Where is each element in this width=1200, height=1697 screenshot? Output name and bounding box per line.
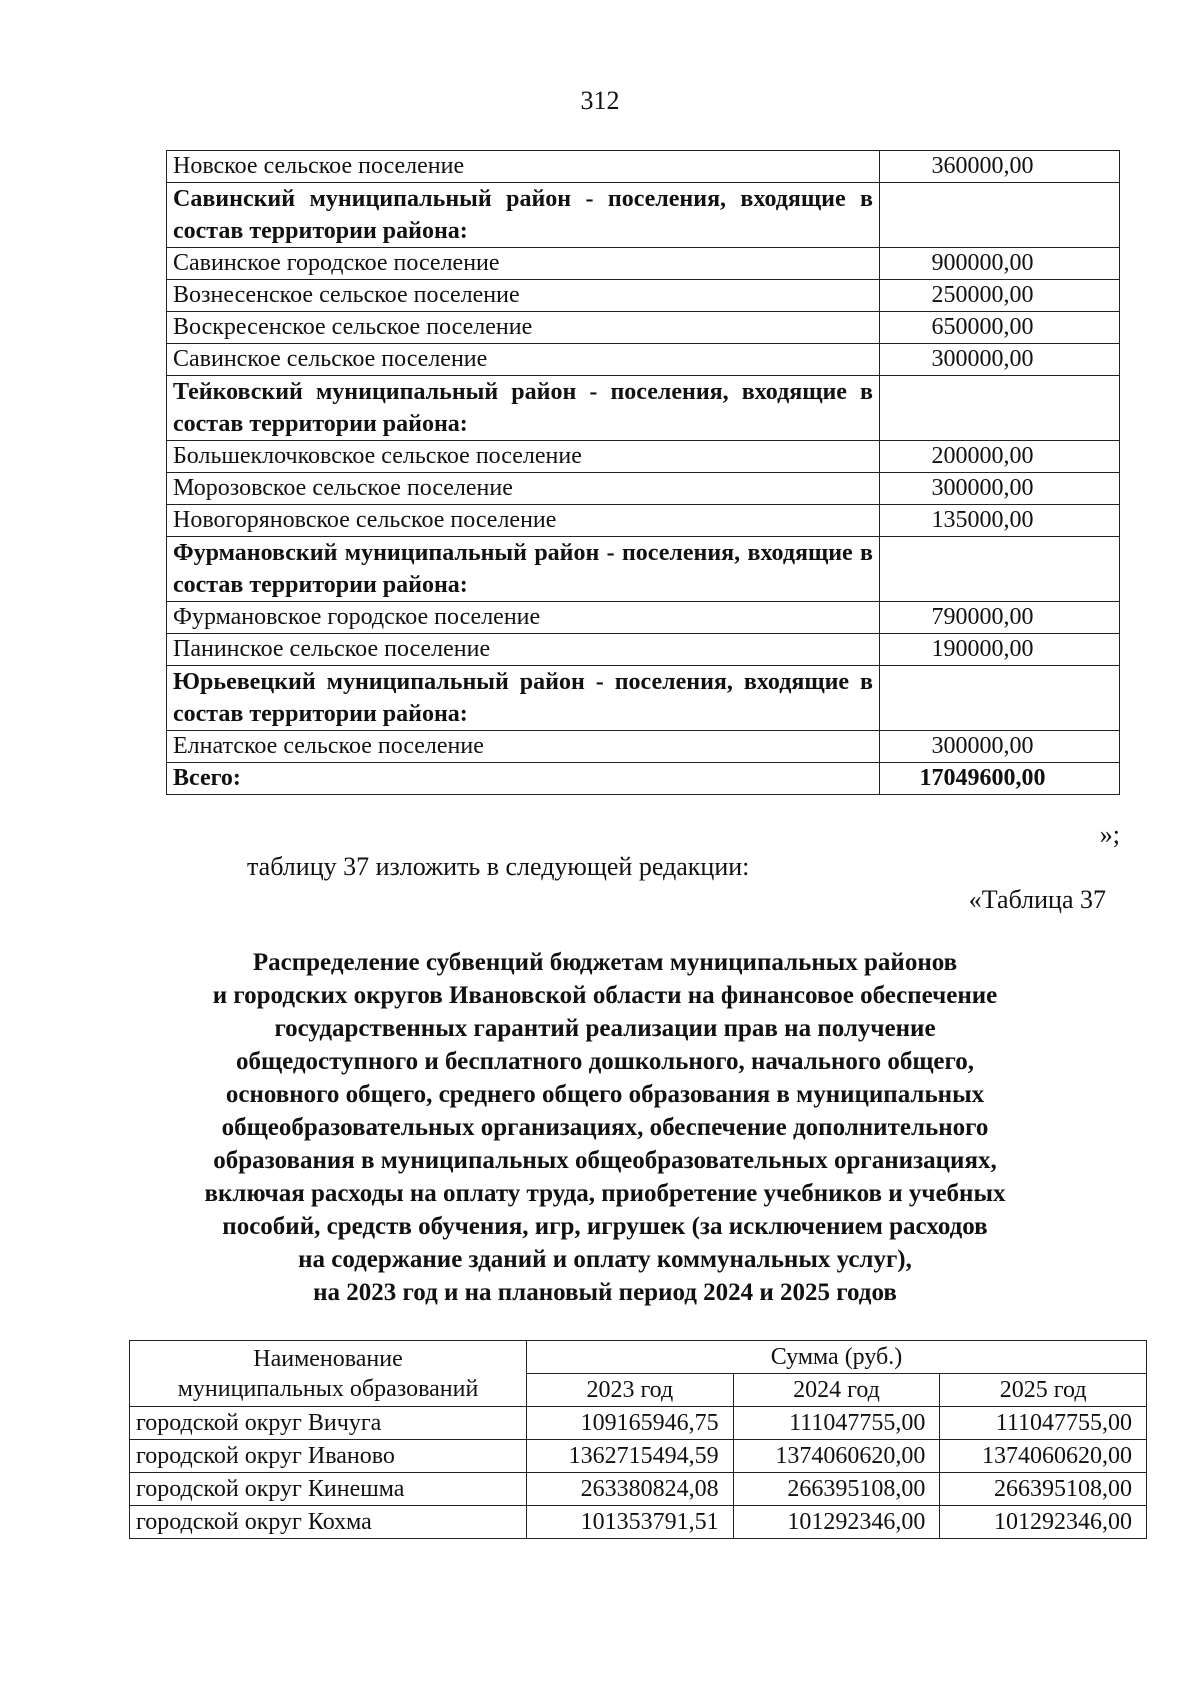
table-row — [167, 280, 1120, 312]
settlement-name: Тейковский муниципальный район - поселения, входящие в состав территории района: — [167, 376, 880, 441]
settlement-amount — [880, 666, 1120, 731]
district-header-row — [167, 537, 1120, 602]
table-row — [167, 473, 1120, 505]
settlement-amount: 200000,00 — [880, 441, 1120, 473]
amount-2025: 1374060620,00 — [940, 1440, 1147, 1473]
amount-2025: 101292346,00 — [940, 1506, 1147, 1539]
amount-2024: 1374060620,00 — [733, 1440, 940, 1473]
amount-2024: 266395108,00 — [733, 1473, 940, 1506]
settlement-name: Савинское сельское поселение — [167, 344, 880, 376]
subventions-table-head — [130, 1341, 1147, 1407]
settlement-name: Юрьевецкий муниципальный район - поселения, входящие в состав территории района: — [167, 666, 880, 731]
amount-2023: 109165946,75 — [527, 1407, 734, 1440]
column-header-year: 2025 год — [940, 1374, 1147, 1407]
title-line: образования в муниципальных общеобразовательных организациях, — [213, 1147, 997, 1174]
amount-2025: 266395108,00 — [940, 1473, 1147, 1506]
settlement-name: Фурмановский муниципальный район - поселения, входящие в состав территории района: — [167, 537, 880, 602]
settlement-amount — [880, 537, 1120, 602]
column-header-year: 2023 год — [527, 1374, 734, 1407]
table-row — [130, 1473, 1147, 1506]
amount-2023: 1362715494,59 — [527, 1440, 734, 1473]
title-line: Распределение субвенций бюджетам муниципальных районов — [252, 949, 958, 976]
title-line: общедоступного и бесплатного дошкольного, начального общего, — [235, 1048, 975, 1075]
settlements-table-body — [167, 151, 1120, 795]
amount-2023: 101353791,51 — [527, 1506, 734, 1539]
title-line: и городских округов Ивановской области на финансовое обеспечение — [212, 982, 998, 1009]
header-name-line: муниципальных образований — [177, 1375, 479, 1402]
district-header-row — [167, 183, 1120, 248]
page-number: 312 — [580, 86, 620, 115]
settlement-name: Савинское городское поселение — [167, 248, 880, 280]
settlement-amount: 300000,00 — [880, 344, 1120, 376]
settlement-amount: 360000,00 — [880, 151, 1120, 183]
title-line: на содержание зданий и оплату коммунальных услуг), — [298, 1246, 912, 1273]
table-row — [167, 344, 1120, 376]
instruction-text: таблицу 37 изложить в следующей редакции: — [247, 852, 750, 881]
municipality-name: городской округ Кинешма — [130, 1473, 527, 1506]
table-row — [167, 441, 1120, 473]
settlement-amount: 17049600,00 — [880, 763, 1120, 795]
table-title — [130, 946, 1080, 1309]
settlement-amount: 300000,00 — [880, 731, 1120, 763]
table-row — [167, 634, 1120, 666]
amount-2023: 263380824,08 — [527, 1473, 734, 1506]
table-header-row — [130, 1341, 1147, 1374]
amount-2024: 111047755,00 — [733, 1407, 940, 1440]
table-row — [130, 1440, 1147, 1473]
settlement-name: Большеклочковское сельское поселение — [167, 441, 880, 473]
settlement-name: Вознесенское сельское поселение — [167, 280, 880, 312]
amount-2024: 101292346,00 — [733, 1506, 940, 1539]
title-line: общеобразовательных организациях, обеспечение дополнительного — [221, 1114, 989, 1141]
total-row — [167, 763, 1120, 795]
district-header-row — [167, 666, 1120, 731]
subventions-table — [129, 1340, 1147, 1539]
table-row — [167, 602, 1120, 634]
column-header-sum: Сумма (руб.) — [527, 1341, 1147, 1374]
table-row — [167, 248, 1120, 280]
settlement-name: Елнатское сельское поселение — [167, 731, 880, 763]
settlement-name: Всего: — [167, 763, 880, 795]
table-row — [167, 151, 1120, 183]
municipality-name: городской округ Иваново — [130, 1440, 527, 1473]
title-line: государственных гарантий реализации прав на получение — [274, 1015, 936, 1042]
amount-2025: 111047755,00 — [940, 1407, 1147, 1440]
table-row — [130, 1506, 1147, 1539]
settlement-amount: 300000,00 — [880, 473, 1120, 505]
settlement-amount: 650000,00 — [880, 312, 1120, 344]
settlement-amount: 900000,00 — [880, 248, 1120, 280]
title-line: на 2023 год и на плановый период 2024 и 2025 годов — [313, 1279, 897, 1306]
title-line: основного общего, среднего общего образования в муниципальных — [225, 1081, 985, 1108]
table-row — [167, 312, 1120, 344]
settlement-name: Фурмановское городское поселение — [167, 602, 880, 634]
title-line: пособий, средств обучения, игр, игрушек (за исключением расходов — [222, 1213, 988, 1240]
table-row — [167, 505, 1120, 537]
column-header-year: 2024 год — [733, 1374, 940, 1407]
settlement-amount — [880, 183, 1120, 248]
district-header-row — [167, 376, 1120, 441]
settlement-name: Савинский муниципальный район - поселения, входящие в состав территории района: — [167, 183, 880, 248]
municipality-name: городской округ Вичуга — [130, 1407, 527, 1440]
title-line: включая расходы на оплату труда, приобретение учебников и учебных — [204, 1180, 1006, 1207]
column-header-name — [130, 1341, 527, 1407]
subventions-table-body — [130, 1407, 1147, 1539]
settlement-name: Морозовское сельское поселение — [167, 473, 880, 505]
settlement-name: Воскресенское сельское поселение — [167, 312, 880, 344]
settlement-amount: 190000,00 — [880, 634, 1120, 666]
settlements-amount-table — [166, 150, 1120, 795]
settlement-amount: 135000,00 — [880, 505, 1120, 537]
settlement-name: Панинское сельское поселение — [167, 634, 880, 666]
table-label: «Таблица 37 — [968, 885, 1106, 914]
settlement-amount — [880, 376, 1120, 441]
header-name-line: Наименование — [253, 1345, 403, 1372]
settlement-amount: 790000,00 — [880, 602, 1120, 634]
closing-quote: »; — [1099, 820, 1120, 849]
settlement-amount: 250000,00 — [880, 280, 1120, 312]
municipality-name: городской округ Кохма — [130, 1506, 527, 1539]
settlement-name: Новское сельское поселение — [167, 151, 880, 183]
table-row — [167, 731, 1120, 763]
table-row — [130, 1407, 1147, 1440]
settlement-name: Новогоряновское сельское поселение — [167, 505, 880, 537]
